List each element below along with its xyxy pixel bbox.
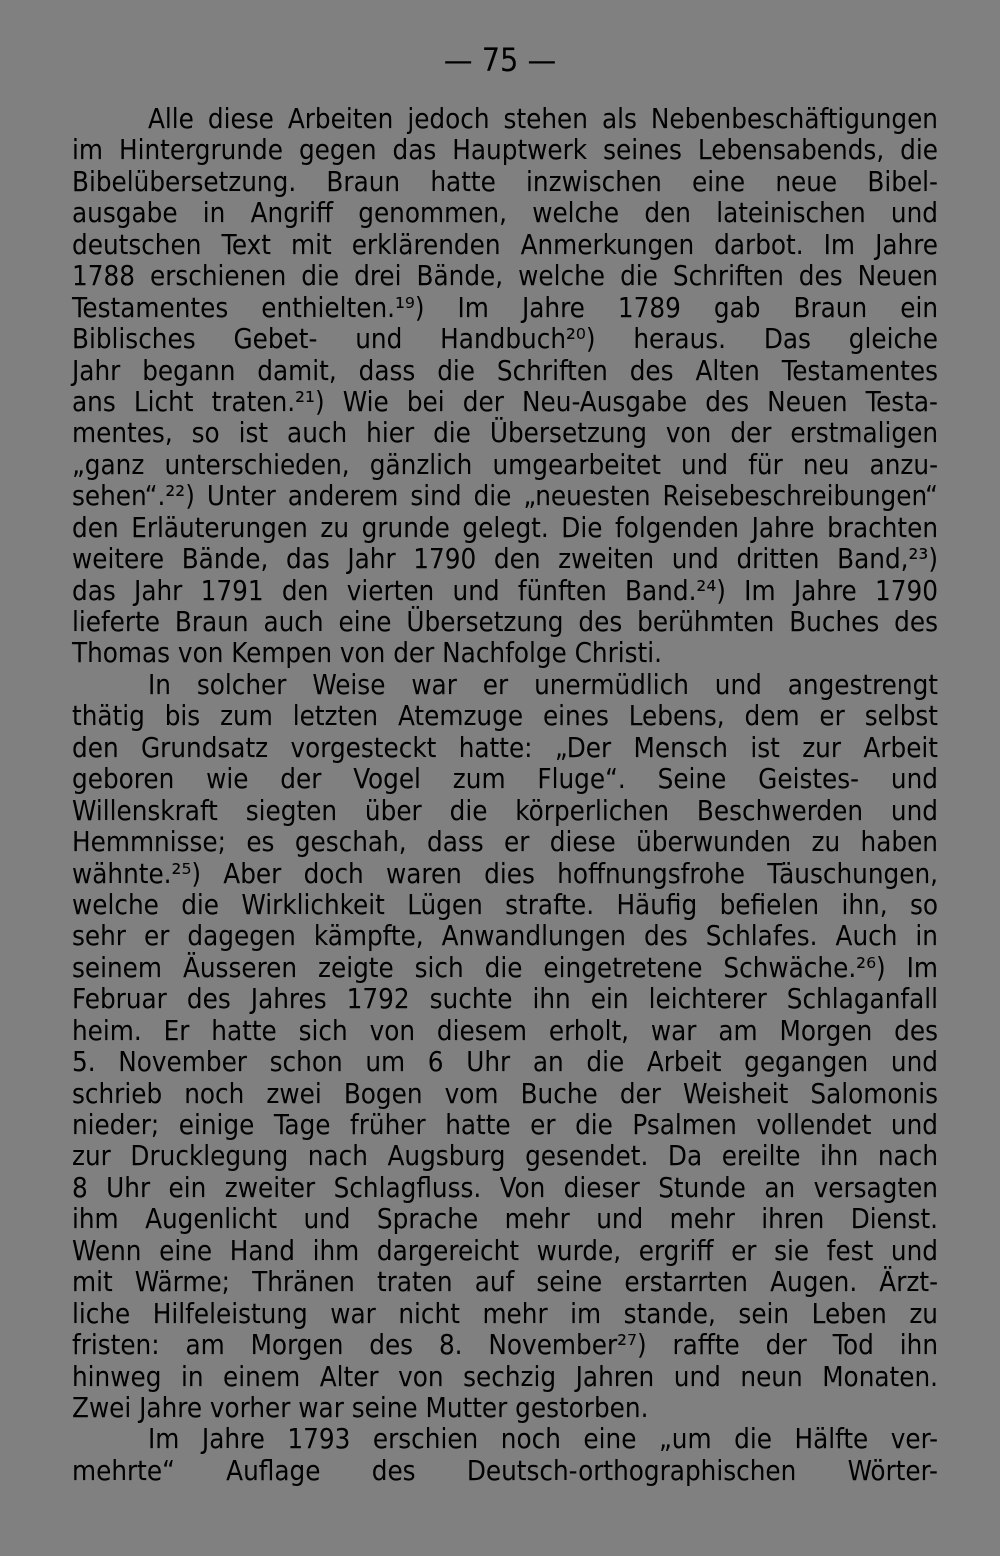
text-line: Alle diese Arbeiten jedoch stehen als Nebenbeschäftigungen	[148, 103, 938, 135]
text-line: „ganz unterschieden, gänzlich umgearbeitet und für neu anzu-	[72, 448, 938, 481]
text-line: liche Hilfeleistung war nicht mehr im stande, sein Leben zu	[72, 1297, 938, 1330]
text-line: deutschen Text mit erklärenden Anmerkungen darbot. Im Jahre	[72, 228, 938, 261]
page-number: — 75 —	[443, 41, 557, 79]
text-line: 8 Uhr ein zweiter Schlagfluss. Von dieser Stunde an versagten	[72, 1171, 938, 1204]
text-line: den Erläuterungen zu grunde gelegt. Die folgenden Jahre brachten	[72, 511, 938, 544]
text-line: Februar des Jahres 1792 suchte ihn ein leichterer Schlaganfall	[72, 983, 938, 1016]
text-line: ans Licht traten.²¹) Wie bei der Neu-Ausgabe des Neuen Testa-	[72, 385, 938, 418]
text-line: Jahr begann damit, dass die Schriften des Alten Testamentes	[72, 354, 938, 387]
text-line: welche die Wirklichkeit Lügen strafte. Häufig befielen ihn, so	[72, 888, 938, 921]
text-line: weitere Bände, das Jahr 1790 den zweiten und dritten Band,²³)	[72, 543, 938, 576]
text-line: 5. November schon um 6 Uhr an die Arbeit gegangen und	[72, 1046, 938, 1079]
text-line: im Hintergrunde gegen das Hauptwerk seines Lebensabends, die	[72, 134, 938, 167]
text-line: Zwei Jahre vorher war seine Mutter gestorben.	[72, 1391, 649, 1424]
body-text	[72, 104, 938, 1487]
text-line: Biblisches Gebet- und Handbuch²⁰) heraus. Das gleiche	[72, 323, 938, 356]
text-line: thätig bis zum letzten Atemzuge eines Lebens, dem er selbst	[72, 700, 938, 733]
text-line: mentes, so ist auch hier die Übersetzung von der erstmaligen	[72, 417, 938, 450]
text-line: seinem Äusseren zeigte sich die eingetretene Schwäche.²⁶) Im	[72, 951, 938, 984]
text-line: wähnte.²⁵) Aber doch waren dies hoffnungsfrohe Täuschungen,	[72, 857, 938, 890]
text-line: mehrte“ Auflage des Deutsch-orthographischen Wörter-	[72, 1454, 938, 1487]
text-line: nieder; einige Tage früher hatte er die Psalmen vollendet und	[72, 1109, 938, 1141]
text-line: Wenn eine Hand ihm dargereicht wurde, ergriff er sie fest und	[72, 1234, 938, 1267]
text-line: ausgabe in Angriff genommen, welche den lateinischen und	[72, 197, 938, 230]
text-line: Willenskraft siegten über die körperlichen Beschwerden und	[72, 794, 938, 827]
text-line: zur Drucklegung nach Augsburg gesendet. Da ereilte ihn nach	[72, 1140, 938, 1173]
text-line: den Grundsatz vorgesteckt hatte: „Der Mensch ist zur Arbeit	[72, 731, 938, 764]
text-line: Testamentes enthielten.¹⁹) Im Jahre 1789 gab Braun ein	[72, 291, 938, 324]
text-line: lieferte Braun auch eine Übersetzung des berühmten Buches des	[72, 606, 938, 638]
text-line: das Jahr 1791 den vierten und fünften Band.²⁴) Im Jahre 1790	[72, 574, 938, 607]
text-line: Bibelübersetzung. Braun hatte inzwischen eine neue Bibel-	[72, 165, 938, 198]
text-line: schrieb noch zwei Bogen vom Buche der Weisheit Salomonis	[72, 1077, 938, 1110]
text-line: mit Wärme; Thränen traten auf seine erstarrten Augen. Ärzt-	[72, 1266, 938, 1299]
text-line: geboren wie der Vogel zum Fluge“. Seine Geistes- und	[72, 763, 938, 796]
text-line: Hemmnisse; es geschah, dass er diese überwunden zu haben	[72, 826, 938, 859]
text-line: In solcher Weise war er unermüdlich und angestrengt	[148, 668, 938, 701]
text-line: sehr er dagegen kämpfte, Anwandlungen des Schlafes. Auch in	[72, 920, 938, 953]
text-line: 1788 erschienen die drei Bände, welche die Schriften des Neuen	[72, 260, 938, 293]
text-line: hinweg in einem Alter von sechzig Jahren und neun Monaten.	[72, 1360, 938, 1393]
text-line: ihm Augenlicht und Sprache mehr und mehr ihren Dienst.	[72, 1203, 938, 1236]
text-line: fristen: am Morgen des 8. November²⁷) raffte der Tod ihn	[72, 1329, 938, 1362]
text-line: sehen“.²²) Unter anderem sind die „neuesten Reisebeschreibungen“	[72, 480, 938, 513]
text-line: heim. Er hatte sich von diesem erholt, war am Morgen des	[72, 1014, 938, 1047]
text-line: Im Jahre 1793 erschien noch eine „um die Hälfte ver-	[148, 1423, 938, 1456]
text-line: Thomas von Kempen von der Nachfolge Christi.	[72, 637, 662, 670]
